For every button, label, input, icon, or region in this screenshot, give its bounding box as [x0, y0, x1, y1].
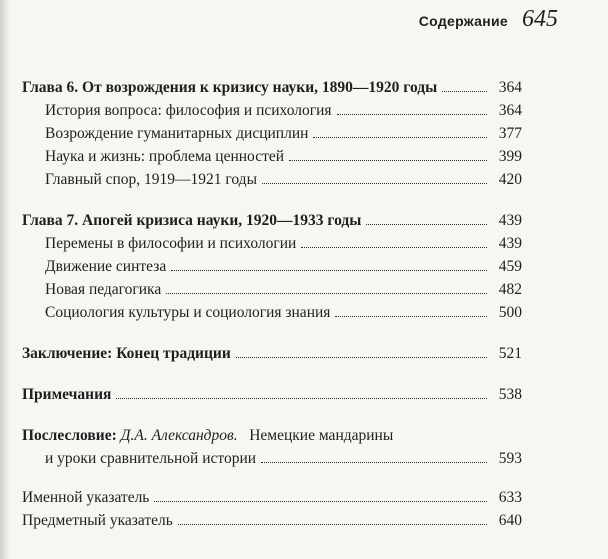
dot-leader: [337, 114, 487, 115]
toc-afterword[interactable]: [22, 424, 522, 470]
toc-entry-title: Главный спор, 1919—1921 годы: [45, 171, 257, 188]
spacer: [22, 470, 522, 486]
dot-leader: [301, 247, 487, 248]
dot-leader: [154, 501, 487, 502]
toc-section[interactable]: [22, 232, 522, 255]
spacer: [22, 324, 522, 342]
toc-section[interactable]: [22, 255, 522, 278]
toc-entry-title: Заключение: Конец традиции: [22, 345, 231, 362]
spacer: [22, 365, 522, 383]
afterword-author: Д.А. Александров.: [120, 427, 238, 444]
toc-entry-title: Перемены в философии и психологии: [45, 235, 297, 252]
table-of-contents: [22, 76, 522, 532]
spacer: [22, 191, 522, 209]
dot-leader: [166, 293, 487, 294]
toc-entry-page: 640: [498, 512, 522, 529]
dot-leader: [262, 183, 487, 184]
toc-entry-title: Новая педагогика: [45, 281, 162, 298]
toc-section[interactable]: [22, 145, 522, 168]
dot-leader: [289, 160, 487, 161]
dot-leader: [313, 137, 487, 138]
toc-entry-title: Предметный указатель: [22, 512, 173, 529]
toc-conclusion[interactable]: [22, 342, 522, 365]
toc-entry-page: 420: [498, 171, 522, 188]
toc-chapter-7[interactable]: [22, 209, 522, 232]
dot-leader: [171, 270, 487, 271]
afterword-line-2: [22, 447, 522, 470]
toc-entry-title: Примечания: [22, 386, 112, 403]
toc-entry-title: Глава 7. Апогей кризиса науки, 1920—1933 годы: [22, 212, 362, 229]
toc-section[interactable]: [22, 301, 522, 324]
page-edge: [0, 0, 10, 559]
toc-entry-page: 459: [498, 258, 522, 275]
toc-entry-page: 538: [498, 386, 522, 403]
running-head: [419, 6, 558, 33]
toc-index-subjects[interactable]: [22, 509, 522, 532]
toc-entry-page: 364: [498, 79, 522, 96]
toc-entry-page: 500: [498, 304, 522, 321]
toc-entry-page: 364: [498, 102, 522, 119]
dot-leader: [261, 462, 487, 463]
spacer: [22, 406, 522, 424]
running-head-title: Содержание: [418, 13, 508, 29]
toc-entry-page: 439: [498, 235, 522, 252]
toc-section[interactable]: [22, 99, 522, 122]
toc-section[interactable]: [22, 168, 522, 191]
afterword-line-1: [22, 424, 522, 447]
afterword-title-2: и уроки сравнительной истории: [45, 450, 257, 467]
afterword-title-1: Немецкие мандарины: [249, 427, 394, 444]
toc-entry-page: 633: [498, 489, 522, 506]
dot-leader: [335, 316, 487, 317]
toc-entry-title: Именной указатель: [22, 489, 150, 506]
toc-section[interactable]: [22, 122, 522, 145]
toc-entry-title: История вопроса: философия и психология: [45, 102, 332, 119]
toc-entry-page: 439: [498, 212, 522, 229]
toc-entry-title: Движение синтеза: [45, 258, 167, 275]
toc-entry-page: 377: [498, 125, 522, 142]
toc-index-names[interactable]: [22, 486, 522, 509]
toc-entry-title: Наука и жизнь: проблема ценностей: [45, 148, 285, 165]
toc-entry-page: 593: [498, 450, 522, 467]
toc-entry-page: 482: [498, 281, 522, 298]
toc-entry-title: Возрождение гуманитарных дисциплин: [45, 125, 309, 142]
toc-chapter-6[interactable]: [22, 76, 522, 99]
dot-leader: [236, 357, 487, 358]
toc-entry-title: Глава 6. От возрождения к кризису науки, 1890—1920 годы: [22, 79, 438, 96]
toc-entry-page: 521: [498, 345, 522, 362]
toc-notes[interactable]: [22, 383, 522, 406]
dot-leader: [116, 398, 487, 399]
toc-entry-page: 399: [498, 148, 522, 165]
toc-section[interactable]: [22, 278, 522, 301]
toc-entry-title: Социология культуры и социология знания: [45, 304, 331, 321]
dot-leader: [178, 524, 487, 525]
dot-leader: [366, 224, 487, 225]
afterword-label: Послесловие:: [22, 427, 117, 444]
dot-leader: [442, 91, 487, 92]
page-number: 645: [522, 6, 558, 32]
